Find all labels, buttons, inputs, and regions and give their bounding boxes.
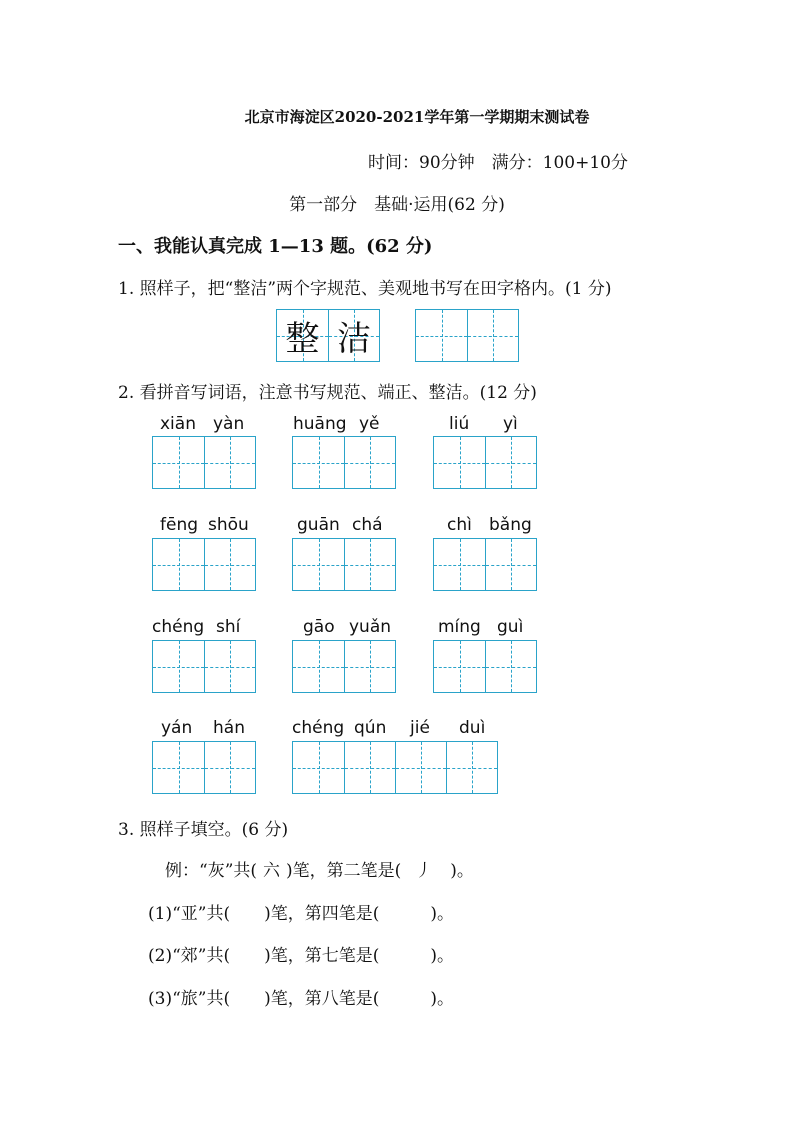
q3-item-3[interactable]: (3)“旅”共( )笔，第八笔是( )。 xyxy=(148,989,454,1009)
section-heading: 一、我能认真完成 1—13 题。(62 分) xyxy=(118,236,433,257)
exam-title: 北京市海淀区2020-2021学年第一学期期末测试卷 xyxy=(244,108,590,126)
pinyin: guān xyxy=(297,515,340,535)
answer-cell[interactable] xyxy=(204,742,255,793)
question-2-text: 2. 看拼音写词语，注意书写规范、端正、整洁。(12 分) xyxy=(118,383,537,403)
pinyin: bǎng xyxy=(489,515,532,535)
answer-cell[interactable] xyxy=(344,742,395,793)
answer-cell[interactable] xyxy=(153,641,204,692)
answer-cell[interactable] xyxy=(293,641,344,692)
pinyin: xiān xyxy=(160,414,196,434)
answer-cell[interactable] xyxy=(434,539,485,590)
pinyin: yàn xyxy=(213,414,245,434)
answer-cell[interactable] xyxy=(467,310,518,361)
answer-cell[interactable] xyxy=(395,742,446,793)
answer-grid[interactable] xyxy=(292,741,498,794)
pinyin: huāng xyxy=(293,414,347,434)
part-title: 第一部分 基础·运用(62 分) xyxy=(289,195,505,215)
answer-cell[interactable] xyxy=(153,437,204,488)
sample-grid xyxy=(276,309,380,362)
answer-cell[interactable] xyxy=(293,742,344,793)
pinyin: gāo xyxy=(303,617,335,637)
pinyin: duì xyxy=(459,718,486,738)
answer-grid[interactable] xyxy=(152,436,256,489)
question-1-text: 1. 照样子，把“整洁”两个字规范、美观地书写在田字格内。(1 分) xyxy=(118,279,612,299)
sample-cell xyxy=(277,310,328,361)
answer-cell[interactable] xyxy=(344,539,395,590)
pinyin: yě xyxy=(359,414,380,434)
example-middle: )笔，第二笔是( xyxy=(286,861,402,881)
answer-cell[interactable] xyxy=(153,539,204,590)
pinyin: yì xyxy=(503,414,518,434)
answer-cell[interactable] xyxy=(434,437,485,488)
answer-cell[interactable] xyxy=(485,641,536,692)
pinyin: míng xyxy=(438,617,481,637)
q3-example xyxy=(165,856,474,881)
q3-item-1[interactable]: (1)“亚”共( )笔，第四笔是( )。 xyxy=(148,904,454,924)
pinyin: shí xyxy=(216,617,241,637)
example-prefix: 例：“灰”共( xyxy=(165,861,258,881)
answer-cell[interactable] xyxy=(204,641,255,692)
answer-cell[interactable] xyxy=(153,742,204,793)
pinyin: shōu xyxy=(208,515,249,535)
answer-cell[interactable] xyxy=(204,539,255,590)
pinyin: yuǎn xyxy=(349,617,392,637)
answer-grid[interactable] xyxy=(292,538,396,591)
answer-grid[interactable] xyxy=(152,741,256,794)
answer-grid[interactable] xyxy=(292,640,396,693)
pinyin: chá xyxy=(352,515,383,535)
answer-cell[interactable] xyxy=(485,539,536,590)
time-info: 时间：90分钟 满分：100+10分 xyxy=(368,153,628,173)
answer-grid[interactable] xyxy=(433,640,537,693)
answer-cell[interactable] xyxy=(416,310,467,361)
sample-char: 整 xyxy=(285,319,320,359)
question-3-text: 3. 照样子填空。(6 分) xyxy=(118,820,289,840)
pinyin: chì xyxy=(447,515,472,535)
answer-grid-q1[interactable] xyxy=(415,309,519,362)
answer-cell[interactable] xyxy=(485,437,536,488)
answer-cell[interactable] xyxy=(344,437,395,488)
answer-cell[interactable] xyxy=(293,539,344,590)
pinyin: fēng xyxy=(160,515,199,535)
example-count: 六 xyxy=(263,861,281,881)
pinyin: chéng xyxy=(152,617,205,637)
pinyin: liú xyxy=(449,414,470,434)
answer-grid[interactable] xyxy=(433,436,537,489)
answer-cell[interactable] xyxy=(434,641,485,692)
answer-cell[interactable] xyxy=(293,437,344,488)
q3-item-2[interactable]: (2)“郊”共( )笔，第七笔是( )。 xyxy=(148,946,454,966)
answer-grid[interactable] xyxy=(292,436,396,489)
sample-cell xyxy=(328,310,379,361)
answer-cell[interactable] xyxy=(204,437,255,488)
example-stroke: 丿 xyxy=(415,861,433,881)
pinyin: chéng xyxy=(292,718,345,738)
answer-cell[interactable] xyxy=(446,742,497,793)
sample-char: 洁 xyxy=(337,319,371,359)
pinyin: jié xyxy=(410,718,430,738)
answer-grid[interactable] xyxy=(433,538,537,591)
pinyin: hán xyxy=(213,718,245,738)
pinyin: yán xyxy=(161,718,193,738)
pinyin: qún xyxy=(354,718,387,738)
answer-grid[interactable] xyxy=(152,640,256,693)
pinyin: guì xyxy=(497,617,524,637)
answer-cell[interactable] xyxy=(344,641,395,692)
answer-grid[interactable] xyxy=(152,538,256,591)
example-suffix: )。 xyxy=(450,861,474,881)
